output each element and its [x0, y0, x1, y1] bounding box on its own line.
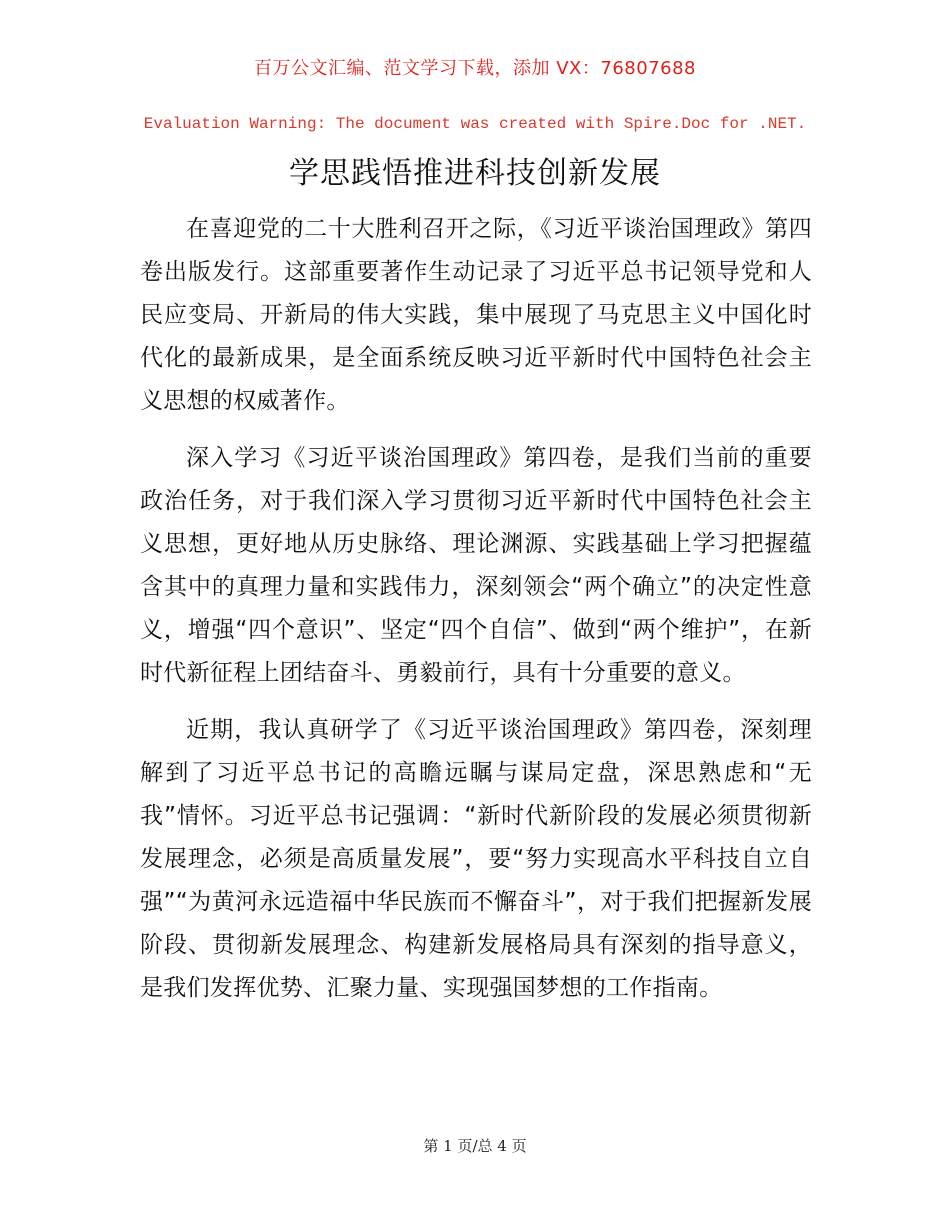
- evaluation-warning: Evaluation Warning: The document was created with Spire.Doc for .NET.: [143, 115, 807, 133]
- document-title: 学思践悟推进科技创新发展: [289, 156, 661, 191]
- page-number-footer: 第 1 页/总 4 页: [423, 1137, 527, 1155]
- promo-banner: 百万公文汇编、范文学习下载，添加 VX：76807688: [254, 58, 696, 79]
- paragraph-2: 深入学习《习近平谈治国理政》第四卷，是我们当前的重要政治任务，对于我们深入学习贯彻习近平新时代中国特色社会主义思想，更好地从历史脉络、理论渊源、实践基础上学习把握蕴含其中的真理力量和实践伟力，深刻领会“两个确立”的决定性意义，增强“四个意识”、坚定“四个自信”、做到“两个维护”，在新时代新征程上团结奋斗、勇毅前行，具有十分重要的意义。: [140, 445, 812, 686]
- document-body: [140, 208, 812, 1024]
- paragraph-1: 在喜迎党的二十大胜利召开之际，《习近平谈治国理政》第四卷出版发行。这部重要著作生动记录了习近平总书记领导党和人民应变局、开新局的伟大实践，集中展现了马克思主义中国化时代化的最新成果，是全面系统反映习近平新时代中国特色社会主义思想的权威著作。: [140, 216, 812, 414]
- paragraph-3: 近期，我认真研学了《习近平谈治国理政》第四卷，深刻理解到了习近平总书记的高瞻远瞩与谋局定盘，深思熟虑和“无我”情怀。习近平总书记强调：“新时代新阶段的发展必须贯彻新发展理念，必须是高质量发展”，要“努力实现高水平科技自立自强”“为黄河永远造福中华民族而不懈奋斗”，对于我们把握新发展阶段、贯彻新发展理念、构建新发展格局具有深刻的指导意义，是我们发挥优势、汇聚力量、实现强国梦想的工作指南。: [140, 717, 812, 1001]
